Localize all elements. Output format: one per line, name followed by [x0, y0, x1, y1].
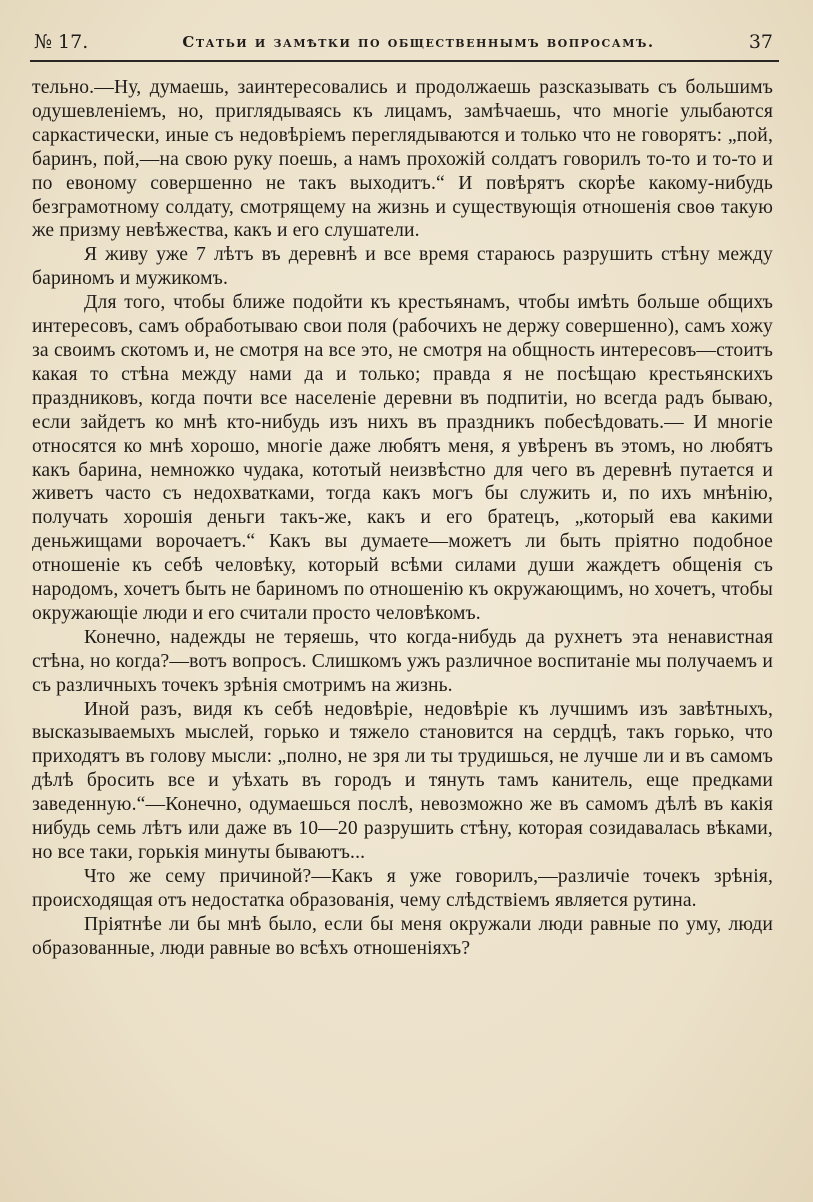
- section-title: Статьи и замѣтки по общественнымъ вопросамъ.: [182, 33, 655, 51]
- issue-number: № 17.: [34, 31, 89, 53]
- paragraph: тельно.—Ну, думаешь, заинтересовались и продолжаешь разсказывать съ большимъ одушевленіемъ, но, приглядываясь къ лицамъ, замѣчаешь, что многіе улыбаются саркастически, иные съ недовѣріемъ переглядываются и только что не говорятъ: „пой, баринъ, пой,—на свою руку поешь, а намъ прохожій солдатъ говорилъ то-то и то-то и по евоному совершенно не такъ выходитъ.“ И повѣрятъ скорѣе какому-нибудь безграмотному солдату, смотрящему на жизнь и существующія отношенія своѳ такую же призму невѣжества, какъ и его слушатели.: [32, 77, 773, 242]
- page-number: 37: [748, 31, 773, 53]
- paragraph: Конечно, надежды не теряешь, что когда-нибудь да рухнетъ эта ненавистная стѣна, но когда?—вотъ вопросъ. Слишкомъ ужъ различное воспитаніе мы получаемъ и съ различныхъ точекъ зрѣнія смотримъ на жизнь.: [32, 626, 773, 696]
- running-header: [34, 26, 773, 58]
- paragraph: Для того, чтобы ближе подойти къ крестьянамъ, чтобы имѣть больше общихъ интересовъ, самъ обработываю свои поля (рабочихъ не держу совершенно), самъ хожу за своимъ скотомъ и, не смотря на все это, не смотря на общность интересовъ—стоитъ какая то стѣна между нами да и только; правда я не посѣщаю крестьянскихъ праздниковъ, когда почти все населеніе деревни въ подпитіи, но всегда радъ бываю, если зайдетъ ко мнѣ кто-нибудь изъ нихъ въ праздникъ побесѣдовать.— И многіе относятся ко мнѣ хорошо, многіе даже любятъ меня, я увѣренъ въ этомъ, но любятъ какъ барина, немножко чудака, кототый неизвѣстно для чего въ деревнѣ путается и живетъ часто съ недохватками, тогда какъ могъ бы служить и, по ихъ мнѣнію, получать хорошія деньги такъ-же, какъ и его братецъ, „который ева какими деньжищами ворочаетъ.“ Какъ вы думаете—можетъ ли быть пріятно подобное отношеніе къ себѣ человѣку, который всѣми силами души жаждетъ общенія съ народомъ, хочетъ быть не бариномъ по отношенію къ окружающимъ, но хочетъ, чтобы окружающіе люди и его считали просто человѣкомъ.: [32, 292, 773, 624]
- paragraph: Я живу уже 7 лѣтъ въ деревнѣ и все время стараюсь разрушить стѣну между бариномъ и мужикомъ.: [32, 244, 773, 290]
- paragraph: Иной разъ, видя къ себѣ недовѣріе, недовѣріе къ лучшимъ изъ завѣтныхъ, высказываемыхъ мыслей, горько и тяжело становится на сердцѣ, такъ горько, что приходятъ въ голову мысли: „полно, не зря ли ты трудишься, не лучше ли и въ самомъ дѣлѣ бросить все и уѣхать въ городъ и тянуть тамъ канитель, еще предками заведенную.“—Конечно, одумаешься послѣ, невозможно же въ самомъ дѣлѣ въ какія нибудь семь лѣтъ или даже въ 10—20 разрушить стѣну, которая созидавалась вѣками, но все таки, горькія минуты бываютъ...: [32, 698, 773, 863]
- article-body: [32, 76, 773, 961]
- paragraph: Что же сему причиной?—Какъ я уже говорилъ,—различіе точекъ зрѣнія, происходящая отъ недостатка образованія, чему слѣдствіемъ является рутина.: [32, 865, 773, 911]
- paragraph: Пріятнѣе ли бы мнѣ было, если бы меня окружали люди равные по уму, люди образованные, люди равные во всѣхъ отношеніяхъ?: [32, 913, 773, 959]
- header-rule: [30, 60, 779, 62]
